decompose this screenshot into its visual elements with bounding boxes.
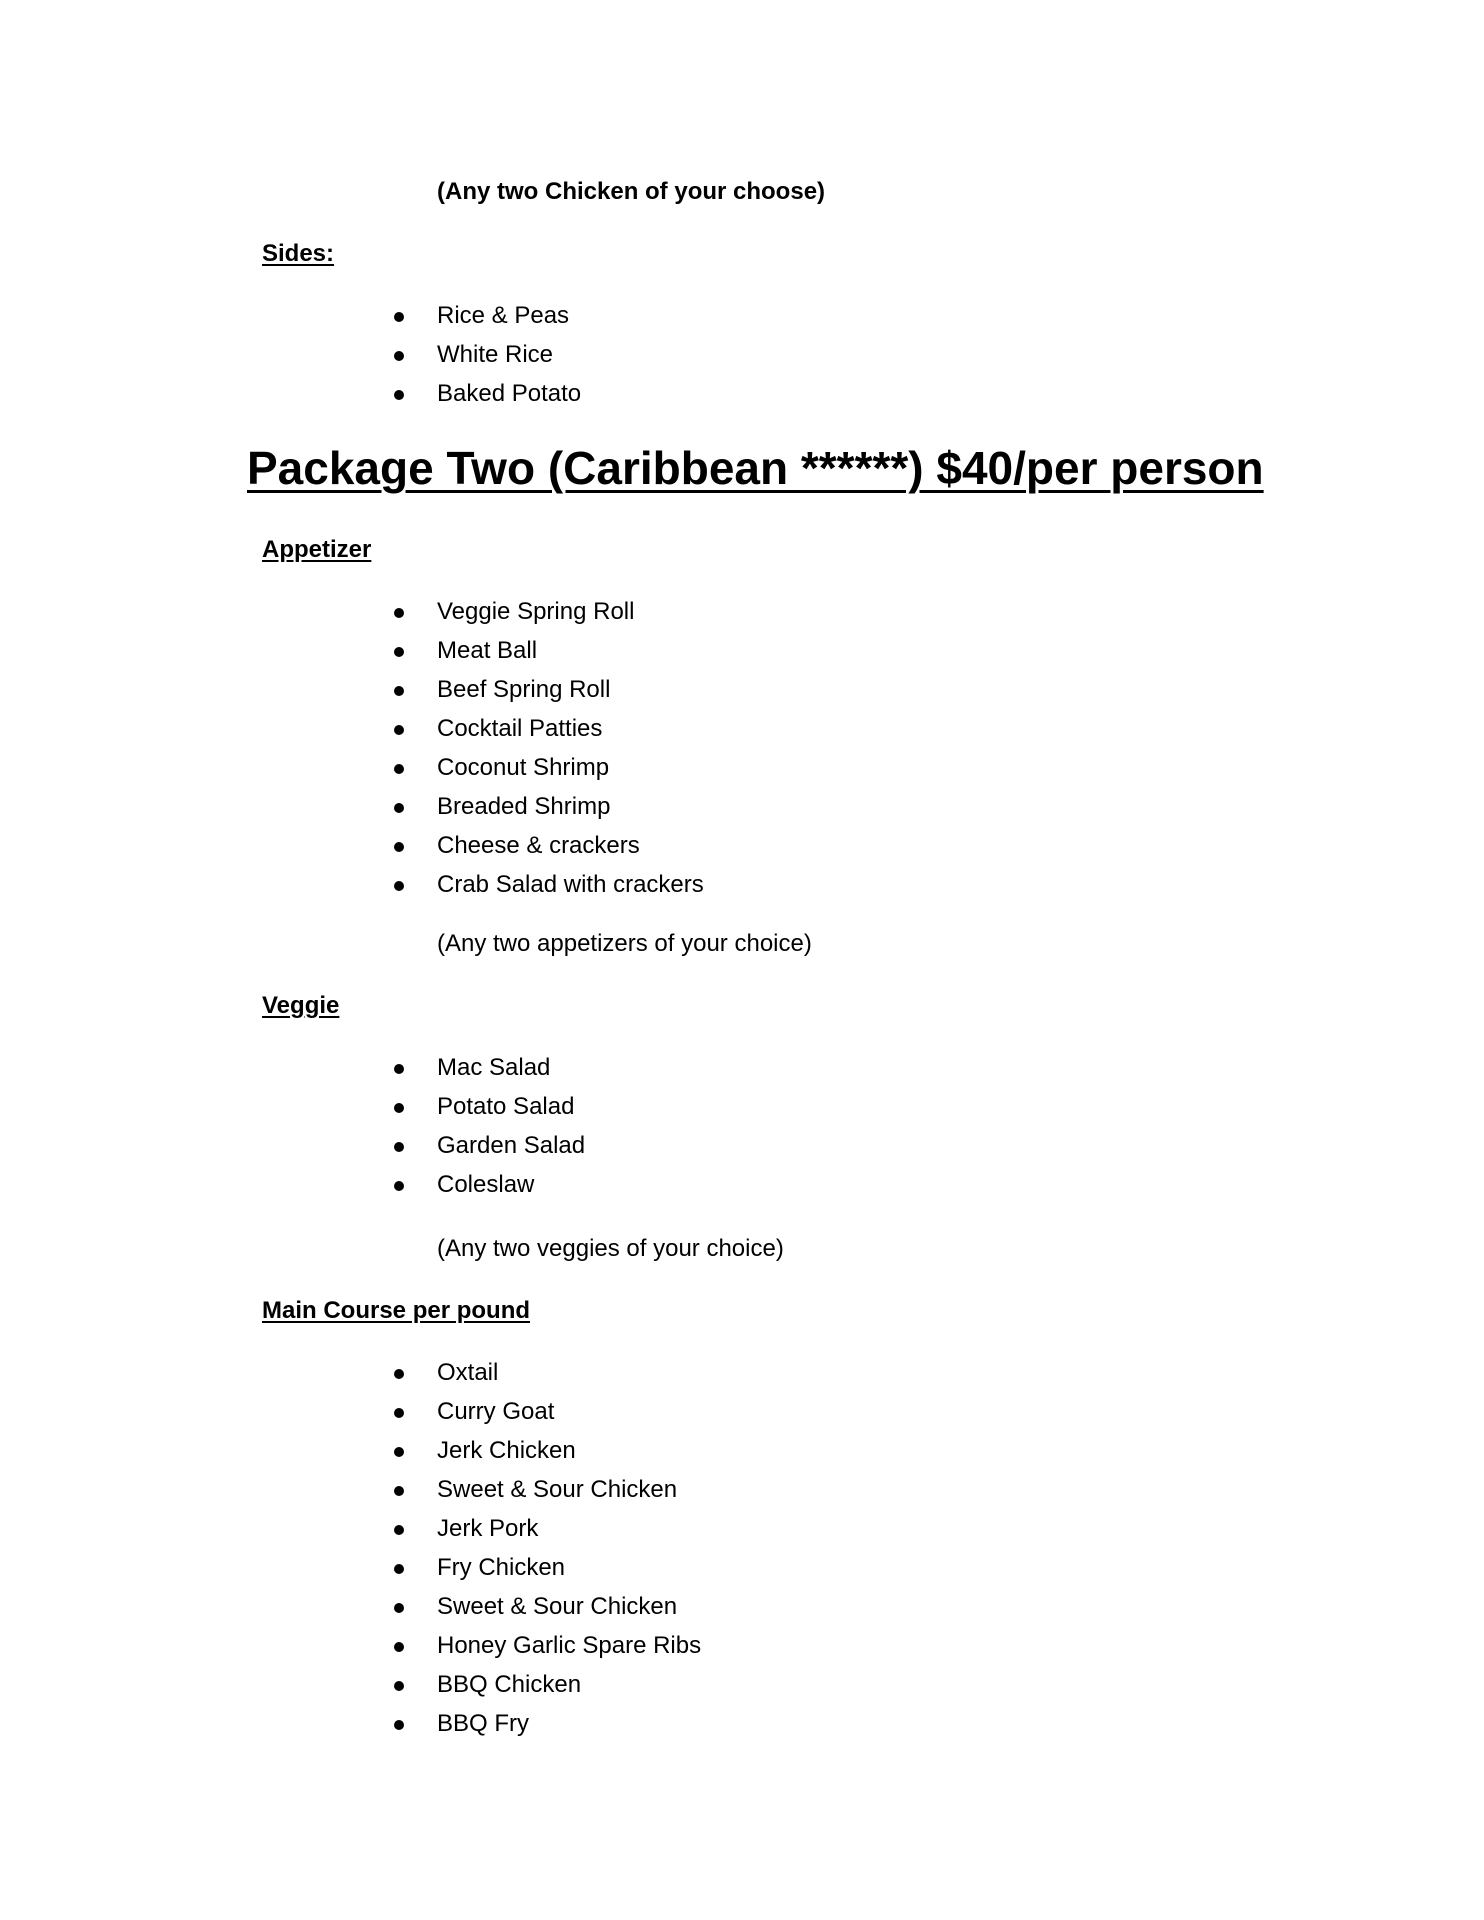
list-item: [0, 378, 900, 417]
bullet-icon: [394, 803, 404, 813]
sides-list: [0, 300, 900, 417]
item-label: Coconut Shrimp: [437, 754, 610, 781]
bullet-icon: [394, 1642, 404, 1652]
veggie-heading: Veggie: [262, 992, 340, 1019]
item-label: Baked Potato: [437, 380, 582, 407]
bullet-icon: [394, 1064, 404, 1074]
item-label: Curry Goat: [437, 1398, 555, 1425]
bullet-icon: [394, 1181, 404, 1191]
item-label: Crab Salad with crackers: [437, 871, 704, 898]
list-item: [0, 713, 900, 752]
list-item: [0, 1052, 900, 1091]
chicken-choice-note: (Any two Chicken of your choose): [437, 178, 826, 205]
item-label: Cheese & crackers: [437, 832, 640, 859]
item-label: Sweet & Sour Chicken: [437, 1593, 678, 1620]
main-course-heading: Main Course per pound: [262, 1297, 531, 1324]
list-item: [0, 1169, 900, 1208]
list-item: [0, 1396, 900, 1435]
bullet-icon: [394, 390, 404, 400]
item-label: Cocktail Patties: [437, 715, 603, 742]
item-label: Fry Chicken: [437, 1554, 566, 1581]
package-title: Package Two (Caribbean ******) $40/per person: [247, 442, 1264, 494]
bullet-icon: [394, 1525, 404, 1535]
list-item: [0, 1591, 900, 1630]
bullet-icon: [394, 1103, 404, 1113]
bullet-icon: [394, 842, 404, 852]
list-item: [0, 1130, 900, 1169]
item-label: Mac Salad: [437, 1054, 551, 1081]
bullet-icon: [394, 1603, 404, 1613]
item-label: BBQ Chicken: [437, 1671, 582, 1698]
bullet-icon: [394, 1486, 404, 1496]
item-label: Sweet & Sour Chicken: [437, 1476, 678, 1503]
item-label: Rice & Peas: [437, 302, 570, 329]
bullet-icon: [394, 647, 404, 657]
bullet-icon: [394, 312, 404, 322]
bullet-icon: [394, 1564, 404, 1574]
list-item: [0, 1357, 900, 1396]
list-item: [0, 1474, 900, 1513]
list-item: [0, 1513, 900, 1552]
bullet-icon: [394, 881, 404, 891]
appetizer-choice-note: (Any two appetizers of your choice): [437, 930, 812, 957]
bullet-icon: [394, 686, 404, 696]
main-course-list: [0, 1357, 900, 1747]
bullet-icon: [394, 1720, 404, 1730]
item-label: BBQ Fry: [437, 1710, 530, 1737]
list-item: [0, 1435, 900, 1474]
bullet-icon: [394, 1408, 404, 1418]
item-label: Coleslaw: [437, 1171, 535, 1198]
list-item: [0, 869, 900, 908]
bullet-icon: [394, 725, 404, 735]
bullet-icon: [394, 1369, 404, 1379]
item-label: Oxtail: [437, 1359, 499, 1386]
bullet-icon: [394, 608, 404, 618]
appetizer-list: [0, 596, 900, 908]
list-item: [0, 1630, 900, 1669]
item-label: White Rice: [437, 341, 554, 368]
item-label: Potato Salad: [437, 1093, 575, 1120]
list-item: [0, 300, 900, 339]
list-item: [0, 752, 900, 791]
veggie-list: [0, 1052, 900, 1208]
list-item: [0, 1708, 900, 1747]
item-label: Veggie Spring Roll: [437, 598, 635, 625]
bullet-icon: [394, 1142, 404, 1152]
bullet-icon: [394, 1447, 404, 1457]
list-item: [0, 1669, 900, 1708]
item-label: Garden Salad: [437, 1132, 586, 1159]
item-label: Jerk Pork: [437, 1515, 539, 1542]
list-item: [0, 1552, 900, 1591]
item-label: Jerk Chicken: [437, 1437, 576, 1464]
bullet-icon: [394, 351, 404, 361]
item-label: Beef Spring Roll: [437, 676, 611, 703]
list-item: [0, 791, 900, 830]
sides-heading: Sides:: [262, 240, 335, 267]
item-label: Honey Garlic Spare Ribs: [437, 1632, 702, 1659]
appetizer-heading: Appetizer: [262, 536, 372, 563]
veggie-choice-note: (Any two veggies of your choice): [437, 1235, 784, 1262]
list-item: [0, 635, 900, 674]
list-item: [0, 339, 900, 378]
item-label: Meat Ball: [437, 637, 538, 664]
list-item: [0, 1091, 900, 1130]
item-label: Breaded Shrimp: [437, 793, 611, 820]
list-item: [0, 674, 900, 713]
bullet-icon: [394, 1681, 404, 1691]
list-item: [0, 830, 900, 869]
list-item: [0, 596, 900, 635]
bullet-icon: [394, 764, 404, 774]
